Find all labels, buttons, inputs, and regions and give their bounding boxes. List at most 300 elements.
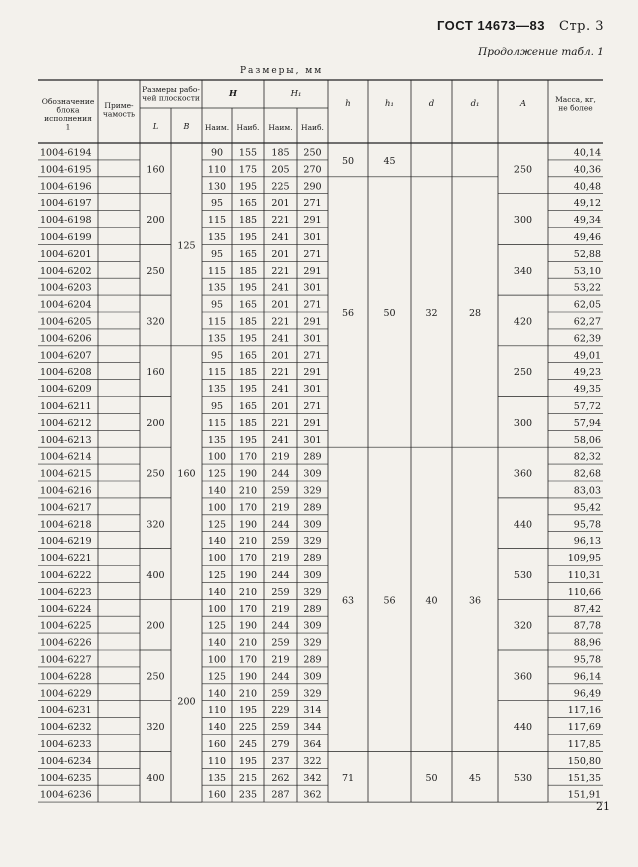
- cell-H-max: 210: [238, 485, 258, 497]
- row-designation: 1004-6203: [40, 282, 92, 294]
- cell-A: 360: [513, 468, 533, 480]
- header-work-plane: Размеры рабо-: [142, 85, 200, 94]
- cell-H-max: 190: [238, 620, 258, 632]
- cell-L: 200: [146, 215, 165, 227]
- cell-H1-max: 309: [303, 468, 322, 480]
- cell-H1-min: 241: [271, 333, 290, 345]
- cell-H-max: 165: [238, 350, 258, 362]
- cell-L: 250: [146, 265, 165, 277]
- cell-H1-min: 287: [271, 789, 290, 801]
- cell-A: 530: [513, 772, 533, 784]
- cell-H1-min: 201: [271, 401, 290, 412]
- cell-H-min: 95: [210, 401, 224, 412]
- cell-H-min: 100: [207, 451, 227, 463]
- cell-H-max: 170: [238, 502, 258, 514]
- cell-h1: 50: [383, 308, 396, 319]
- cell-H-max: 210: [238, 688, 258, 700]
- cell-H1-min: 244: [271, 468, 290, 480]
- cell-H1-max: 291: [303, 417, 322, 429]
- cell-H-min: 125: [207, 671, 227, 683]
- header-h1: h₁: [385, 99, 394, 109]
- cell-H1-min: 259: [271, 688, 290, 700]
- cell-H1-max: 271: [303, 248, 322, 260]
- cell-H-min: 95: [210, 248, 224, 260]
- cell-L: 320: [146, 316, 165, 328]
- cell-H-min: 140: [207, 688, 227, 700]
- cell-B: 125: [177, 240, 196, 252]
- cell-H-max: 195: [238, 333, 258, 345]
- cell-H-min: 135: [207, 232, 227, 243]
- cell-H1-min: 241: [271, 232, 290, 243]
- cell-H-max: 170: [238, 603, 258, 615]
- cell-H1-min: 225: [271, 181, 290, 193]
- header-designation: блока: [56, 105, 80, 115]
- cell-H-min: 140: [207, 485, 227, 497]
- row-designation: 1004-6214: [40, 451, 92, 463]
- cell-H1-min: 244: [271, 620, 290, 632]
- row-designation: 1004-6222: [40, 570, 92, 581]
- cell-mass: 95,42: [573, 502, 601, 514]
- cell-H-max: 225: [238, 722, 258, 734]
- cell-H-min: 95: [210, 198, 224, 210]
- cell-H1-min: 259: [271, 536, 290, 548]
- cell-H-max: 195: [238, 232, 258, 243]
- cell-L: 400: [146, 772, 165, 784]
- cell-L: 200: [146, 417, 165, 429]
- row-designation: 1004-6198: [40, 215, 92, 227]
- cell-H1-max: 329: [303, 637, 322, 649]
- header-d: d: [428, 99, 435, 109]
- cell-mass: 62,05: [573, 299, 601, 311]
- row-designation: 1004-6233: [40, 739, 92, 750]
- cell-d1: 45: [468, 772, 482, 784]
- cell-H1-max: 309: [303, 671, 322, 683]
- cell-mass: 109,95: [567, 553, 601, 565]
- cell-mass: 49,12: [573, 198, 601, 210]
- row-designation: 1004-6226: [40, 637, 92, 649]
- cell-mass: 83,03: [573, 485, 601, 497]
- cell-H-max: 175: [238, 164, 258, 176]
- cell-H-min: 90: [210, 147, 224, 159]
- cell-H1-min: 279: [271, 739, 290, 750]
- cell-H1-min: 221: [271, 215, 290, 227]
- cell-H-min: 100: [207, 502, 227, 514]
- cell-A: 360: [513, 671, 533, 683]
- cell-mass: 62,27: [573, 316, 601, 328]
- cell-mass: 52,88: [573, 248, 601, 260]
- cell-H-min: 135: [207, 384, 227, 396]
- cell-d1: 28: [468, 308, 482, 319]
- row-designation: 1004-6235: [40, 772, 92, 784]
- cell-H-max: 195: [238, 384, 258, 396]
- row-designation: 1004-6204: [40, 299, 92, 311]
- row-designation: 1004-6199: [40, 232, 92, 243]
- cell-H1-max: 342: [303, 772, 322, 784]
- cell-H1-max: 291: [303, 316, 322, 328]
- cell-H1-min: 201: [271, 350, 290, 362]
- header-B: B: [183, 122, 190, 131]
- cell-H1-max: 301: [303, 282, 322, 294]
- cell-H1-min: 241: [271, 384, 290, 396]
- cell-mass: 49,34: [573, 215, 601, 227]
- cell-H-max: 215: [238, 772, 258, 784]
- cell-H-min: 160: [207, 789, 227, 801]
- cell-H-max: 185: [238, 265, 258, 277]
- cell-H1-max: 291: [303, 367, 322, 379]
- cell-H1-max: 289: [303, 502, 322, 514]
- cell-A: 440: [513, 722, 533, 734]
- cell-mass: 117,16: [567, 705, 601, 717]
- cell-L: 320: [146, 722, 165, 734]
- row-designation: 1004-6232: [40, 722, 92, 734]
- cell-H-max: 165: [238, 299, 258, 311]
- header-designation: 1: [65, 122, 71, 132]
- cell-mass: 53,22: [573, 282, 601, 294]
- cell-H1-max: 329: [303, 586, 322, 598]
- cell-B: 160: [177, 468, 196, 480]
- row-designation: 1004-6201: [40, 248, 92, 260]
- cell-H1-min: 205: [271, 164, 290, 176]
- cell-H1-max: 364: [303, 739, 322, 750]
- cell-mass: 117,85: [567, 739, 601, 750]
- cell-H-max: 190: [238, 671, 258, 683]
- cell-H-min: 135: [207, 333, 227, 345]
- cell-H1-min: 221: [271, 265, 290, 277]
- header-min: Наим.: [268, 123, 293, 132]
- cell-H1-min: 241: [271, 282, 290, 294]
- cell-H1-max: 309: [303, 570, 322, 581]
- cell-A: 440: [513, 519, 533, 531]
- cell-H-max: 235: [238, 789, 258, 801]
- cell-d1: 36: [468, 595, 482, 607]
- cell-H1-min: 201: [271, 198, 290, 210]
- header-max: Наиб.: [301, 123, 324, 132]
- cell-H-min: 100: [207, 654, 227, 666]
- cell-A: 320: [513, 620, 533, 632]
- cell-H1-max: 289: [303, 654, 322, 666]
- cell-mass: 40,14: [573, 147, 601, 159]
- cell-H-min: 115: [207, 367, 227, 379]
- cell-H-max: 165: [238, 401, 258, 412]
- header-H1: H₁: [290, 89, 302, 99]
- header-designation: исполнения: [44, 114, 92, 123]
- cell-H1-min: 221: [271, 417, 290, 429]
- cell-H-max: 170: [238, 451, 258, 463]
- row-designation: 1004-6218: [40, 519, 92, 531]
- cell-A: 530: [513, 569, 533, 581]
- row-designation: 1004-6236: [40, 789, 92, 801]
- cell-h: 63: [341, 595, 355, 607]
- table-continuation: Продолжение табл. 1: [478, 46, 604, 58]
- row-designation: 1004-6211: [40, 401, 92, 412]
- cell-H-max: 190: [238, 468, 258, 480]
- cell-H1-max: 291: [303, 265, 322, 277]
- cell-h: 56: [341, 308, 355, 319]
- cell-H1-max: 289: [303, 451, 322, 463]
- cell-H-max: 195: [238, 755, 258, 767]
- cell-mass: 96,14: [573, 671, 601, 683]
- cell-H-max: 185: [238, 316, 258, 328]
- cell-H-min: 125: [207, 620, 227, 632]
- cell-H1-max: 301: [303, 333, 322, 345]
- row-designation: 1004-6205: [40, 316, 92, 328]
- cell-H-max: 185: [238, 367, 258, 379]
- cell-d: 50: [425, 772, 438, 784]
- cell-H1-max: 329: [303, 536, 322, 548]
- cell-mass: 57,94: [573, 417, 601, 429]
- row-designation: 1004-6227: [40, 654, 92, 666]
- cell-H1-min: 201: [271, 248, 290, 260]
- cell-H1-max: 250: [303, 147, 322, 159]
- row-designation: 1004-6219: [40, 536, 92, 548]
- cell-H-min: 135: [207, 282, 227, 294]
- header-min: Наим.: [204, 123, 230, 132]
- cell-H-min: 135: [207, 434, 227, 446]
- cell-H1-min: 219: [271, 451, 290, 463]
- cell-H1-min: 221: [271, 367, 290, 379]
- cell-H-max: 210: [238, 637, 258, 649]
- cell-mass: 49,23: [573, 367, 601, 379]
- cell-mass: 57,72: [573, 401, 601, 412]
- cell-H-max: 195: [238, 705, 258, 717]
- cell-H-max: 245: [238, 739, 258, 750]
- row-designation: 1004-6194: [40, 147, 92, 159]
- cell-H1-max: 344: [303, 722, 322, 734]
- cell-H1-max: 289: [303, 553, 322, 565]
- cell-mass: 110,66: [567, 586, 601, 598]
- cell-H1-max: 271: [303, 299, 322, 311]
- header-L: L: [152, 122, 159, 131]
- row-designation: 1004-6231: [40, 705, 92, 717]
- cell-H-min: 110: [207, 705, 227, 717]
- cell-H1-min: 244: [271, 519, 290, 531]
- cell-H1-max: 271: [303, 198, 322, 210]
- cell-A: 250: [513, 367, 533, 379]
- cell-mass: 62,39: [573, 333, 601, 345]
- cell-H1-max: 314: [303, 705, 322, 717]
- cell-H1-max: 271: [303, 401, 322, 412]
- cell-mass: 53,10: [573, 265, 601, 277]
- cell-H1-min: 219: [271, 553, 290, 565]
- cell-mass: 82,68: [573, 468, 601, 480]
- cell-mass: 95,78: [573, 654, 601, 666]
- cell-H-max: 170: [238, 654, 258, 666]
- cell-H-min: 95: [210, 299, 224, 311]
- cell-mass: 151,35: [567, 772, 601, 784]
- cell-h: 71: [341, 772, 355, 784]
- cell-H-min: 125: [207, 519, 227, 531]
- cell-H-min: 100: [207, 553, 227, 565]
- cell-L: 320: [146, 519, 165, 531]
- cell-H-max: 195: [238, 282, 258, 294]
- cell-H-min: 160: [207, 739, 227, 750]
- cell-H-min: 110: [207, 164, 227, 176]
- cell-L: 200: [146, 620, 165, 632]
- cell-H1-max: 309: [303, 519, 322, 531]
- cell-H1-min: 219: [271, 654, 290, 666]
- cell-H-max: 165: [238, 198, 258, 210]
- cell-H-min: 130: [207, 181, 227, 193]
- cell-L: 160: [146, 367, 165, 379]
- cell-h1: 45: [383, 155, 396, 167]
- cell-H1-max: 329: [303, 485, 322, 497]
- cell-mass: 96,13: [573, 536, 601, 548]
- cell-H-min: 125: [207, 570, 227, 581]
- cell-B: 200: [177, 696, 196, 708]
- header-designation: Обозначение: [41, 97, 95, 106]
- cell-H1-min: 259: [271, 722, 290, 734]
- cell-H1-max: 270: [303, 164, 322, 176]
- cell-L: 250: [146, 671, 165, 683]
- row-designation: 1004-6229: [40, 688, 92, 700]
- header-mass: Масса, кг,: [555, 95, 596, 104]
- cell-h: 50: [341, 155, 355, 167]
- cell-H1-min: 237: [271, 755, 290, 767]
- header-d1: d₁: [470, 99, 480, 109]
- cell-H-max: 155: [238, 147, 258, 159]
- cell-mass: 87,78: [573, 620, 601, 632]
- cell-H1-max: 309: [303, 620, 322, 632]
- cell-A: 250: [513, 164, 533, 176]
- row-designation: 1004-6197: [40, 198, 92, 210]
- cell-H1-min: 219: [271, 603, 290, 615]
- cell-H-max: 165: [238, 248, 258, 260]
- cell-L: 160: [146, 164, 165, 176]
- cell-H-min: 115: [207, 265, 227, 277]
- cell-H-min: 95: [210, 350, 224, 362]
- row-designation: 1004-6216: [40, 485, 92, 497]
- cell-mass: 88,96: [573, 637, 601, 649]
- cell-mass: 150,80: [567, 755, 601, 767]
- cell-mass: 96,49: [573, 688, 601, 700]
- cell-H1-min: 219: [271, 502, 290, 514]
- cell-mass: 40,48: [573, 181, 601, 193]
- cell-mass: 82,32: [573, 451, 601, 463]
- cell-H-min: 115: [207, 316, 227, 328]
- cell-H-max: 185: [238, 215, 258, 227]
- cell-h1: 56: [383, 595, 396, 607]
- header-max: Наиб.: [236, 123, 260, 132]
- cell-H1-max: 362: [303, 789, 322, 801]
- cell-H1-max: 271: [303, 350, 322, 362]
- cell-H-min: 115: [207, 215, 227, 227]
- cell-d: 32: [425, 308, 438, 319]
- cell-H1-min: 229: [271, 705, 290, 717]
- cell-mass: 49,01: [573, 350, 601, 362]
- header-h: h: [345, 99, 351, 109]
- cell-H1-min: 244: [271, 671, 290, 683]
- gost-number: ГОСТ 14673—83: [436, 18, 545, 33]
- cell-A: 300: [513, 417, 533, 429]
- cell-H1-max: 290: [303, 181, 322, 193]
- cell-H1-min: 244: [271, 570, 290, 581]
- sizes-title: Размеры, мм: [240, 66, 324, 76]
- cell-H-max: 190: [238, 570, 258, 581]
- cell-mass: 49,46: [573, 232, 601, 243]
- cell-H1-min: 201: [271, 299, 290, 311]
- cell-mass: 58,06: [573, 434, 601, 446]
- row-designation: 1004-6209: [40, 384, 92, 396]
- cell-mass: 110,31: [567, 570, 601, 581]
- row-designation: 1004-6217: [40, 502, 92, 514]
- cell-H1-min: 221: [271, 316, 290, 328]
- row-designation: 1004-6206: [40, 333, 92, 345]
- cell-mass: 49,35: [573, 384, 601, 396]
- cell-mass: 87,42: [573, 603, 601, 615]
- cell-H-max: 185: [238, 417, 258, 429]
- cell-mass: 151,91: [567, 789, 601, 801]
- cell-H-min: 125: [207, 468, 227, 480]
- row-designation: 1004-6234: [40, 755, 92, 767]
- cell-H1-max: 301: [303, 434, 322, 446]
- header-work-plane: чей плоскости: [142, 93, 200, 103]
- cell-H-max: 195: [238, 181, 258, 193]
- cell-H1-max: 322: [303, 755, 322, 767]
- cell-H-min: 140: [207, 586, 227, 598]
- cell-H-min: 140: [207, 722, 227, 734]
- row-designation: 1004-6202: [40, 265, 92, 277]
- header-A: A: [519, 99, 527, 109]
- cell-H1-max: 301: [303, 384, 322, 396]
- row-designation: 1004-6215: [40, 468, 92, 480]
- cell-L: 400: [146, 569, 165, 581]
- cell-H1-min: 262: [271, 772, 290, 784]
- row-designation: 1004-6212: [40, 417, 92, 429]
- row-designation: 1004-6195: [40, 164, 92, 176]
- cell-H1-max: 301: [303, 232, 322, 243]
- cell-L: 250: [146, 468, 165, 480]
- cell-mass: 117,69: [567, 722, 601, 734]
- row-designation: 1004-6196: [40, 181, 92, 193]
- cell-H1-max: 329: [303, 688, 322, 700]
- cell-H1-min: 259: [271, 586, 290, 598]
- cell-H-min: 100: [207, 603, 227, 615]
- row-designation: 1004-6221: [40, 553, 92, 565]
- cell-A: 300: [513, 215, 533, 227]
- row-designation: 1004-6228: [40, 671, 92, 683]
- cell-H-min: 135: [207, 772, 227, 784]
- row-designation: 1004-6213: [40, 434, 92, 446]
- cell-A: 420: [513, 316, 533, 328]
- header-H: H: [228, 89, 238, 99]
- cell-H-max: 190: [238, 519, 258, 531]
- row-designation: 1004-6207: [40, 350, 92, 362]
- header-note: чамость: [102, 109, 136, 119]
- row-designation: 1004-6225: [40, 620, 92, 632]
- cell-H1-min: 259: [271, 485, 290, 497]
- cell-H-min: 140: [207, 536, 227, 548]
- cell-H-max: 170: [238, 553, 258, 565]
- row-designation: 1004-6224: [40, 603, 92, 615]
- cell-H1-min: 241: [271, 434, 290, 446]
- cell-H-max: 195: [238, 434, 258, 446]
- header-note: Приме-: [104, 101, 134, 110]
- cell-H-max: 210: [238, 586, 258, 598]
- cell-d: 40: [425, 595, 438, 607]
- page-label: Стр. 3: [559, 19, 604, 34]
- header-mass: не более: [558, 103, 593, 113]
- cell-H-min: 140: [207, 637, 227, 649]
- cell-A: 340: [513, 265, 533, 277]
- cell-H1-min: 259: [271, 637, 290, 649]
- cell-H1-max: 291: [303, 215, 322, 227]
- cell-H1-max: 289: [303, 603, 322, 615]
- cell-H-min: 110: [207, 755, 227, 767]
- row-designation: 1004-6223: [40, 586, 92, 598]
- cell-mass: 40,36: [573, 164, 601, 176]
- cell-H1-min: 185: [271, 147, 290, 159]
- row-designation: 1004-6208: [40, 367, 92, 379]
